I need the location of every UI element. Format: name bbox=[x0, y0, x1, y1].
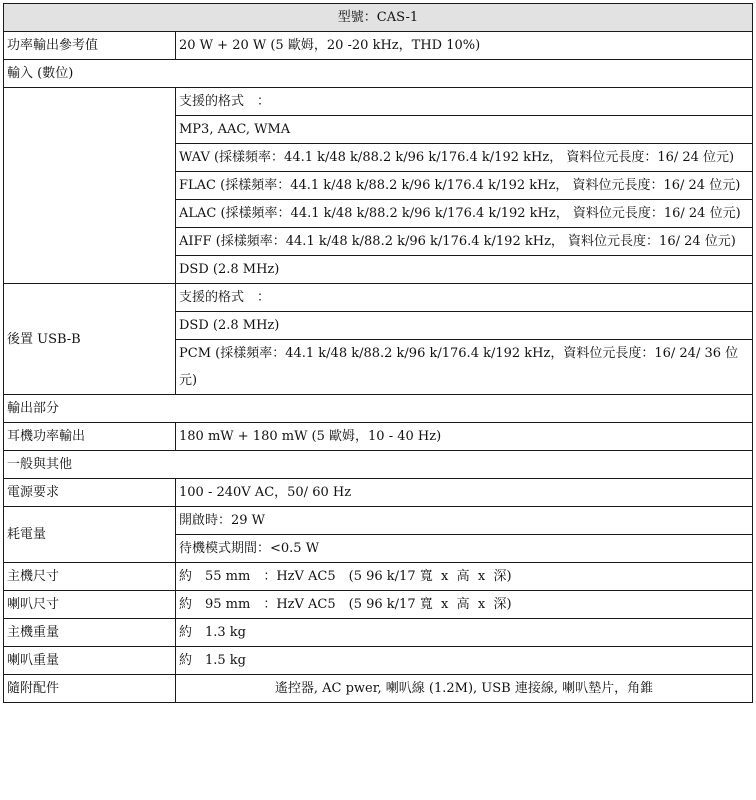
table-row bbox=[4, 591, 753, 619]
section-row bbox=[4, 395, 753, 423]
row-label: 喇叭重量 bbox=[4, 647, 176, 675]
formats-heading: 支援的格式 ： bbox=[176, 284, 753, 312]
model-header: 型號：CAS-1 bbox=[4, 4, 753, 32]
format-item: MP3, AAC, WMA bbox=[176, 116, 753, 144]
row-label-empty bbox=[4, 88, 176, 284]
spec-table bbox=[3, 3, 753, 703]
row-value: 約 1.5 kg bbox=[176, 647, 753, 675]
row-value: 待機模式期間：<0.5 W bbox=[176, 535, 753, 563]
table-row bbox=[4, 32, 753, 60]
row-label: 喇叭尺寸 bbox=[4, 591, 176, 619]
row-label: 功率輸出參考值 bbox=[4, 32, 176, 60]
table-row bbox=[4, 284, 753, 312]
formats-heading: 支援的格式 ： bbox=[176, 88, 753, 116]
row-value: 100 - 240V AC，50/ 60 Hz bbox=[176, 479, 753, 507]
format-item: PCM (採樣頻率：44.1 k/48 k/88.2 k/96 k/176.4 k/192 kHz，資料位元長度：16/ 24/ 36 位元) bbox=[176, 340, 753, 395]
format-item: AIFF (採樣頻率：44.1 k/48 k/88.2 k/96 k/176.4 k/192 kHz， 資料位元長度：16/ 24 位元) bbox=[176, 228, 753, 256]
section-label-output: 輸出部分 bbox=[4, 395, 753, 423]
table-row bbox=[4, 479, 753, 507]
table-header-row bbox=[4, 4, 753, 32]
section-row bbox=[4, 60, 753, 88]
row-value: 180 mW + 180 mW (5 歐姆，10 - 40 Hz) bbox=[176, 423, 753, 451]
table-row bbox=[4, 88, 753, 116]
format-item: WAV (採樣頻率：44.1 k/48 k/88.2 k/96 k/176.4 k/192 kHz， 資料位元長度：16/ 24 位元) bbox=[176, 144, 753, 172]
table-row bbox=[4, 563, 753, 591]
section-row bbox=[4, 451, 753, 479]
table-row bbox=[4, 507, 753, 535]
row-value: 開啟時：29 W bbox=[176, 507, 753, 535]
row-label-usb: 後置 USB-B bbox=[4, 284, 176, 395]
format-item: DSD (2.8 MHz) bbox=[176, 312, 753, 340]
row-value: 遙控器, AC pwer, 喇叭線 (1.2M), USB 連接線, 喇叭墊片，角錐 bbox=[176, 675, 753, 703]
section-label-input: 輸入 (數位) bbox=[4, 60, 753, 88]
row-label: 電源要求 bbox=[4, 479, 176, 507]
row-value: 約 55 mm ：HzV AC5 (5 96 k/17 寬 x 高 x 深) bbox=[176, 563, 753, 591]
row-label: 耗電量 bbox=[4, 507, 176, 563]
table-row bbox=[4, 619, 753, 647]
row-value: 20 W + 20 W (5 歐姆，20 -20 kHz，THD 10%) bbox=[176, 32, 753, 60]
format-item: DSD (2.8 MHz) bbox=[176, 256, 753, 284]
format-item: ALAC (採樣頻率：44.1 k/48 k/88.2 k/96 k/176.4 k/192 kHz， 資料位元長度：16/ 24 位元) bbox=[176, 200, 753, 228]
row-label: 隨附配件 bbox=[4, 675, 176, 703]
table-row bbox=[4, 423, 753, 451]
row-value: 約 1.3 kg bbox=[176, 619, 753, 647]
row-label: 耳機功率輸出 bbox=[4, 423, 176, 451]
row-label: 主機重量 bbox=[4, 619, 176, 647]
table-row bbox=[4, 675, 753, 703]
table-row bbox=[4, 647, 753, 675]
row-label: 主機尺寸 bbox=[4, 563, 176, 591]
format-item: FLAC (採樣頻率：44.1 k/48 k/88.2 k/96 k/176.4 k/192 kHz， 資料位元長度：16/ 24 位元) bbox=[176, 172, 753, 200]
row-value: 約 95 mm ：HzV AC5 (5 96 k/17 寬 x 高 x 深) bbox=[176, 591, 753, 619]
section-label-general: 一般與其他 bbox=[4, 451, 753, 479]
